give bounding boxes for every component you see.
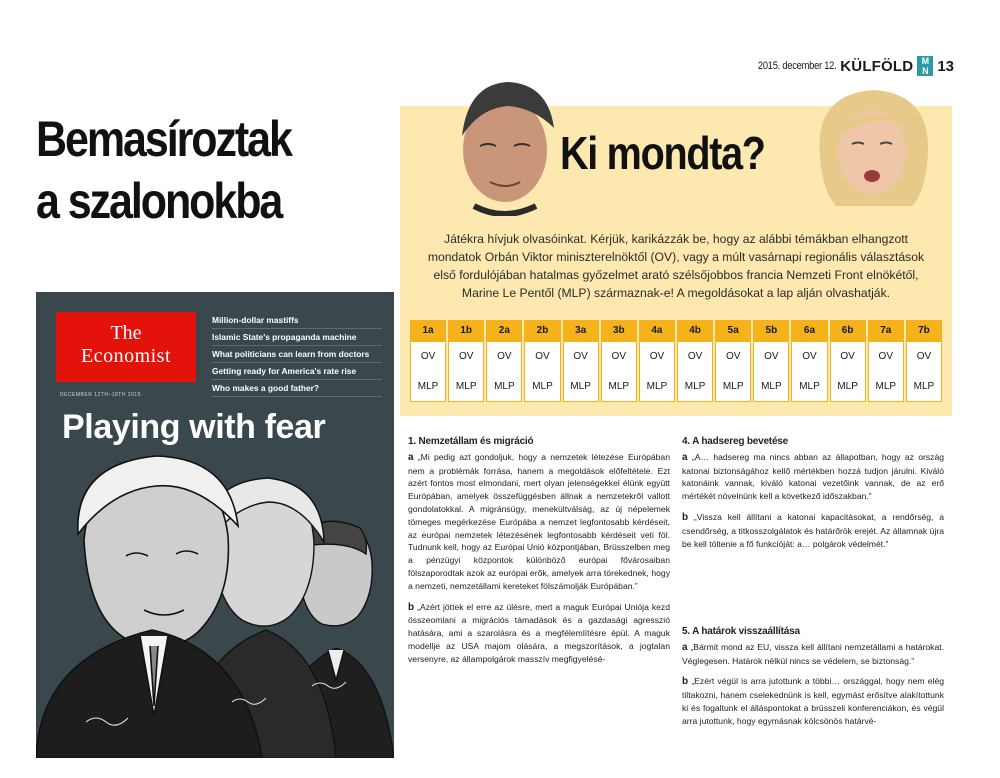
answer-key: 1a bbox=[410, 320, 446, 342]
quote-paragraph bbox=[408, 451, 670, 593]
quote-marker: b bbox=[408, 601, 415, 613]
answer-key: 5a bbox=[715, 320, 751, 342]
answer-option-ov[interactable]: OV bbox=[639, 342, 675, 372]
lepen-portrait-image bbox=[802, 86, 932, 206]
quiz-title: Ki mondta? bbox=[560, 127, 765, 179]
answer-option-mlp[interactable]: MLP bbox=[753, 372, 789, 402]
quote-marker: a bbox=[408, 451, 414, 463]
answer-column bbox=[486, 320, 522, 402]
quote-section-4 bbox=[682, 436, 944, 558]
answer-column bbox=[753, 320, 789, 402]
answer-option-ov[interactable]: OV bbox=[906, 342, 942, 372]
masthead-line2: Economist bbox=[80, 345, 172, 367]
answer-option-ov[interactable]: OV bbox=[448, 342, 484, 372]
quote-marker: a bbox=[682, 451, 688, 463]
quote-paragraph bbox=[408, 601, 670, 666]
quote-text: „Vissza kell állítani a katonai kapacitásokat, a rendőrség, a csendőrség, a titkosszolgálatok és határőrök erejét. Az államnak újra be kell töltenie a fő funkcióját: a… polgárok védelmét.” bbox=[682, 511, 944, 549]
answer-key: 3a bbox=[563, 320, 599, 342]
answer-column bbox=[410, 320, 446, 402]
answer-column bbox=[448, 320, 484, 402]
quote-paragraph bbox=[682, 641, 944, 668]
answer-option-mlp[interactable]: MLP bbox=[830, 372, 866, 402]
cover-teaser: What politicians can learn from doctors bbox=[212, 346, 382, 363]
answer-option-ov[interactable]: OV bbox=[868, 342, 904, 372]
answer-column bbox=[524, 320, 560, 402]
answer-option-mlp[interactable]: MLP bbox=[563, 372, 599, 402]
quote-text: „Azért jöttek el erre az ülésre, mert a maguk Európai Uniója kezd összeomlani a migrációs támadások és a gazdasági agresszió hatására, ami a szarolásra és a megfélemlítésre épül. A maguk modellje az USA majom olására, a megszorítások, a jogtalan versenyre, az állampolgárok masszív megfigyelésé- bbox=[408, 601, 671, 664]
answer-option-mlp[interactable]: MLP bbox=[906, 372, 942, 402]
quote-marker: b bbox=[682, 511, 689, 523]
answer-column bbox=[791, 320, 827, 402]
issue-date: 2015. december 12. bbox=[757, 60, 837, 72]
article-headline: Bemasíroztak a szalonokba bbox=[36, 111, 291, 229]
answer-option-mlp[interactable]: MLP bbox=[715, 372, 751, 402]
answer-column bbox=[639, 320, 675, 402]
cover-title: Playing with fear bbox=[62, 408, 326, 446]
cover-teaser: Getting ready for America's rate rise bbox=[212, 363, 382, 380]
answer-option-mlp[interactable]: MLP bbox=[639, 372, 675, 402]
answer-key: 5b bbox=[753, 320, 789, 342]
masthead-line1: The bbox=[110, 322, 142, 344]
newspaper-logo-icon: M N bbox=[917, 56, 933, 76]
quote-paragraph bbox=[682, 511, 944, 550]
answer-option-mlp[interactable]: MLP bbox=[677, 372, 713, 402]
quote-text: „Ezért végül is arra jutottunk a többi… országgal, hogy nem elég tiltakozni, hanem cselekednünk is kell, egymást erősítve alakítottunk ki és fogaltunk el álláspontokat a brüsszeli konferenciákon, és végül arra jutottunk, hogy egymásnak kölcsönös határvé- bbox=[682, 676, 944, 726]
answer-option-ov[interactable]: OV bbox=[563, 342, 599, 372]
page-number: 13 bbox=[937, 57, 954, 75]
quote-paragraph bbox=[682, 675, 944, 727]
answer-key: 6b bbox=[830, 320, 866, 342]
quote-text: „A… hadsereg ma nincs abban az állapotban, hogy az ország katonai biztonságához kellő mértékben hozzá tudjon járulni. Kiváló katonáink vannak, kiváló katonai vezetőink vannak, de az erő mértékét növelnünk kell a következő időszakban.” bbox=[682, 451, 944, 502]
answer-column bbox=[677, 320, 713, 402]
caricature-left bbox=[36, 456, 262, 758]
cover-teaser: Million-dollar mastiffs bbox=[212, 312, 382, 329]
answer-option-ov[interactable]: OV bbox=[486, 342, 522, 372]
answer-option-ov[interactable]: OV bbox=[715, 342, 751, 372]
answer-option-ov[interactable]: OV bbox=[791, 342, 827, 372]
cover-teaser-list bbox=[212, 312, 382, 397]
answer-option-mlp[interactable]: MLP bbox=[791, 372, 827, 402]
cover-teaser: Who makes a good father? bbox=[212, 380, 382, 397]
answer-key: 2b bbox=[524, 320, 560, 342]
section-heading: 4. A hadsereg bevetése bbox=[682, 436, 789, 447]
quote-paragraph bbox=[682, 451, 944, 503]
cover-teaser: Islamic State's propaganda machine bbox=[212, 329, 382, 346]
answer-key: 7b bbox=[906, 320, 942, 342]
magazine-cover-image bbox=[36, 292, 394, 758]
answer-column bbox=[868, 320, 904, 402]
quiz-panel bbox=[400, 106, 952, 416]
economist-masthead bbox=[56, 312, 196, 382]
orban-portrait-image bbox=[450, 76, 560, 216]
answer-option-ov[interactable]: OV bbox=[830, 342, 866, 372]
answer-option-mlp[interactable]: MLP bbox=[486, 372, 522, 402]
answer-option-mlp[interactable]: MLP bbox=[410, 372, 446, 402]
answer-option-ov[interactable]: OV bbox=[677, 342, 713, 372]
quiz-intro: Játékra hívjuk olvasóinkat. Kérjük, karikázzák be, hogy az alábbi témákban elhangzott mondatok Orbán Viktor miniszterelnöktől (OV), vagy a múlt vasárnapi regionális választások első fordulójában hatalmas győzelmet arató szélsőjobbos francia Nemzeti Front elnökétől, Marine Le Pentől (MLP) származnak-e! A megoldásokat a lap alján olvashatják. bbox=[427, 232, 925, 300]
section-label: KÜLFÖLD bbox=[840, 57, 914, 75]
answer-option-ov[interactable]: OV bbox=[524, 342, 560, 372]
answer-key: 1b bbox=[448, 320, 484, 342]
answer-key: 7a bbox=[868, 320, 904, 342]
answer-grid bbox=[410, 320, 942, 402]
quote-section-5 bbox=[682, 626, 944, 736]
answer-column bbox=[715, 320, 751, 402]
answer-column bbox=[830, 320, 866, 402]
answer-option-mlp[interactable]: MLP bbox=[448, 372, 484, 402]
quote-marker: a bbox=[682, 641, 688, 653]
answer-key: 3b bbox=[601, 320, 637, 342]
quote-text: „Mi pedig azt gondoljuk, hogy a nemzetek létezése Európában nem a problémák forrása, hanem a megoldások előfeltétele. Ezt azért fontos most elmondani, mert olyan jelenségekkel élünk együtt Európában, amelyek összefüggésben állnak a nemzetekről vallott gondolatokkal. A migránsügy, menekültválság, az új népelemek tömeges megérkezése Európába a nemzet legfontosabb kérdéseit, az európai nemzetek létezésének legfontosabb kérdéseit veti föl. Tudnunk kell, hogy az Európai Unió központjában, Brüsszelben meg a pénzügyi központok különböző európai fővárosaiban fölszaporodtak azok az európai erők, amelyek arra törekednek, hogy a nemzeti, nemzetállami kereteket fölszámolják Európában.” bbox=[408, 451, 670, 591]
answer-key: 4b bbox=[677, 320, 713, 342]
quote-section-1 bbox=[408, 436, 670, 674]
section-heading: 1. Nemzetállam és migráció bbox=[408, 436, 534, 447]
answer-column bbox=[906, 320, 942, 402]
answer-option-mlp[interactable]: MLP bbox=[524, 372, 560, 402]
answer-key: 6a bbox=[791, 320, 827, 342]
answer-key: 2a bbox=[486, 320, 522, 342]
answer-option-ov[interactable]: OV bbox=[410, 342, 446, 372]
section-heading: 5. A határok visszaállítása bbox=[682, 626, 800, 637]
answer-option-mlp[interactable]: MLP bbox=[868, 372, 904, 402]
answer-option-ov[interactable]: OV bbox=[753, 342, 789, 372]
cover-date-line: DECEMBER 12TH–18TH 2015 bbox=[60, 392, 141, 398]
answer-option-ov[interactable]: OV bbox=[601, 342, 637, 372]
quote-text: „Bármit mond az EU, vissza kell állítani nemzetállami a határokat. Véglegesen. Határok nélkül nincs se védelem, se biztonság.” bbox=[682, 641, 944, 666]
answer-column bbox=[601, 320, 637, 402]
answer-key: 4a bbox=[639, 320, 675, 342]
answer-option-mlp[interactable]: MLP bbox=[601, 372, 637, 402]
cover-illustration bbox=[36, 450, 394, 758]
page-folio bbox=[744, 56, 954, 76]
quote-marker: b bbox=[682, 676, 689, 688]
answer-column bbox=[563, 320, 599, 402]
